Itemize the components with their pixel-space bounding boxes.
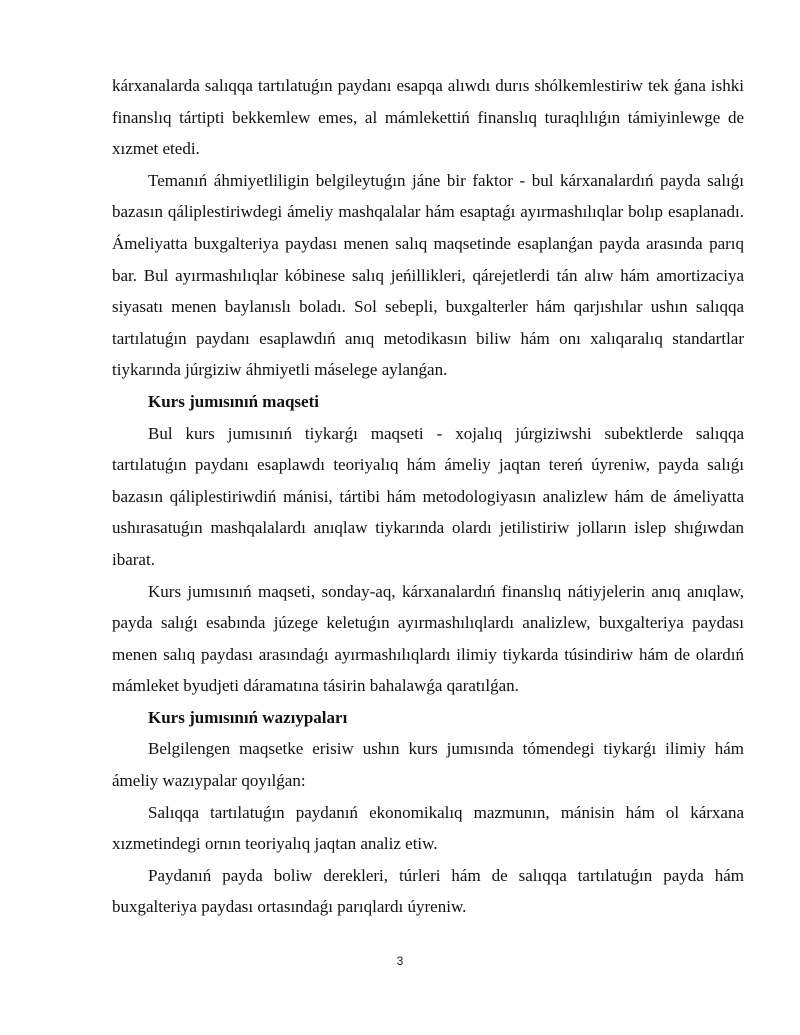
document-body [112, 70, 744, 923]
paragraph-continuation: kárxanalarda salıqqa tartılatuǵın paydanı esapqa alıwdı durıs shólkemlestiriw tek ǵana ishki finanslıq tártipti bekkemlew emes, al mámlekettiń finanslıq turaqlılıǵın támiyinlewge de xızmet etedi. [112, 76, 744, 159]
heading-goal: Kurs jumısınıń maqseti [148, 391, 319, 411]
heading-tasks: Kurs jumısınıń wazıypaları [148, 707, 348, 727]
paragraph-task-2: Paydanıń payda boliw derekleri, túrleri hám de salıqqa tartılatuǵın payda hám buxgalteriya paydası ortasındaǵı parıqlardı úyreniw. [112, 865, 744, 917]
paragraph-relevance: Temanıń áhmiyetliligin belgileytuǵın jáne bir faktor - bul kárxanalardıń payda salıǵı bazasın qáliplestiriwdegi ámeliy mashqalalar hám esaptaǵı ayırmashılıqlar bolıp esaplanadı. Ámeliyatta buxgalteriya paydası menen salıq maqsetinde esaplanǵan payda arasında parıq bar. Bul ayırmashılıqlar kóbinese salıq jeńillikleri, qárejetlerdi tán alıw hám amortizaciya siyasatı menen baylanıslı boladı. Sol sebepli, buxgalterler hám qarjıshılar ushın salıqqa tartılatuǵın paydanı esaplawdıń anıq metodikasın biliw hám onı xalıqaralıq standartlar tiykarında júrgiziw áhmiyetli máselege aylanǵan. [112, 170, 744, 380]
paragraph-tasks-intro: Belgilengen maqsetke erisiw ushın kurs jumısında tómendegi tiykarǵı ilimiy hám ámeliy wazıypalar qoyılǵan: [112, 739, 744, 791]
paragraph-goal-main: Bul kurs jumısınıń tiykarǵı maqseti - xojalıq júrgiziwshi subektlerde salıqqa tartılatuǵın paydanı esaplawdı teoriyalıq hám ámeliy jaqtan tereń úyreniw, payda salıǵı bazasın qáliplestiriwdiń mánisi, tártibi hám metodologiyasın analizlew hám de ámeliyatta ushırasatuǵın mashqalalardı anıqlaw tiykarında olardı jetilistiriw jolların islep shıǵıwdan ibarat. [112, 423, 744, 569]
paragraph-goal-extra: Kurs jumısınıń maqseti, sonday-aq, kárxanalardıń finanslıq nátiyjelerin anıq anıqlaw, payda salıǵı esabında júzege keletuǵın ayırmashılıqlardı analizlew, buxgalteriya paydası menen salıq paydası arasındaǵı ayırmashılıqlardı ilimiy tiykarda túsindiriw hám de olardıń mámleket byudjeti dáramatına tásirin bahalawǵa qaratılǵan. [112, 581, 744, 696]
paragraph-task-1: Salıqqa tartılatuǵın paydanıń ekonomikalıq mazmunın, mánisin hám ol kárxana xızmetindegi ornın teoriyalıq jaqtan analiz etiw. [112, 802, 744, 854]
page-number: 3 [396, 954, 404, 968]
